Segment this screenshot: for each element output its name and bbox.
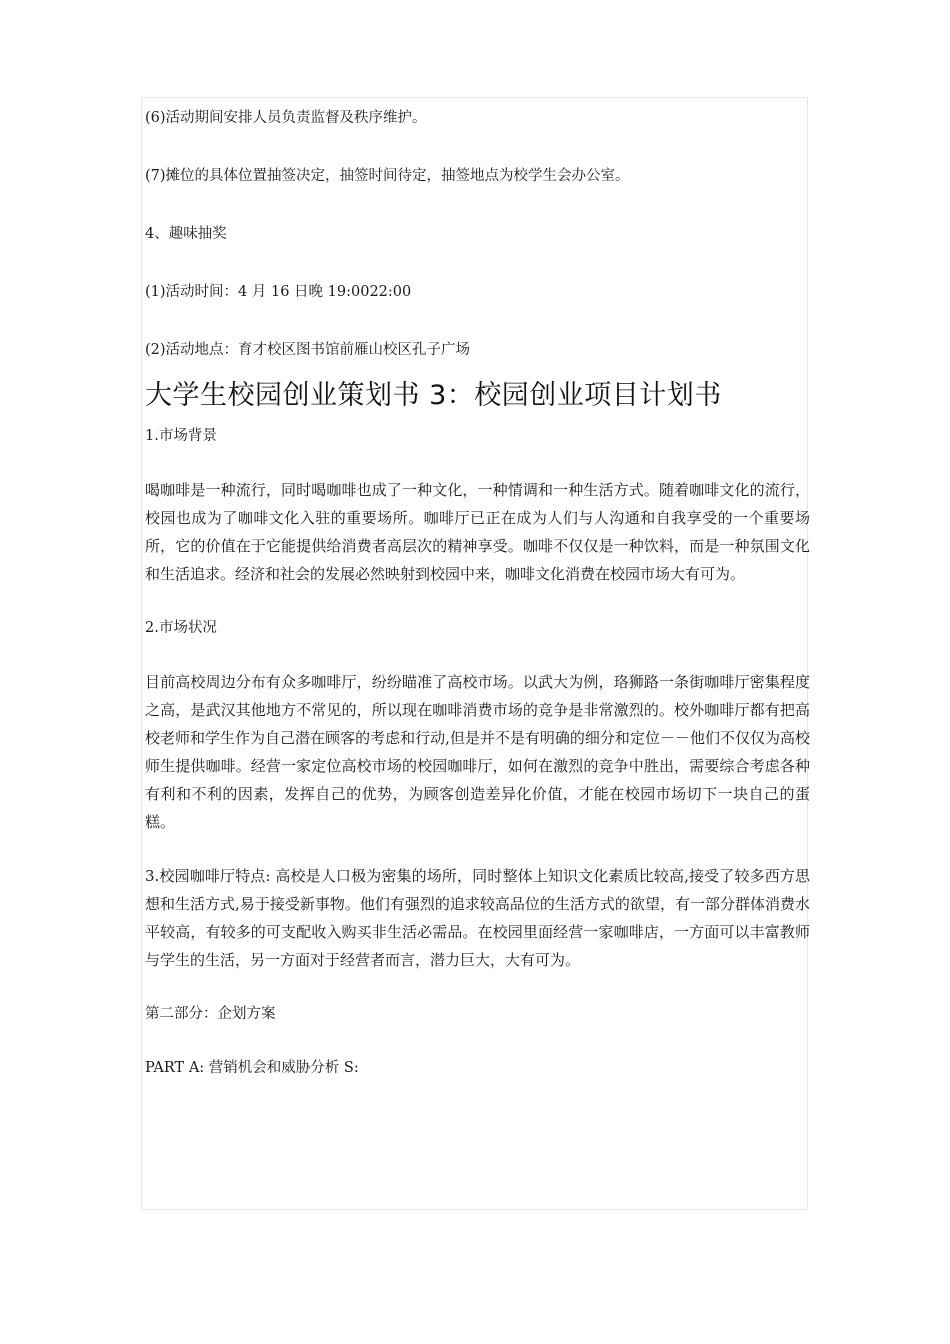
section-title: PART A: 营销机会和威胁分析 S: — [145, 1060, 359, 1076]
paragraph: 目前高校周边分布有众多咖啡厅，纷纷瞄准了高校市场。以武大为例，珞狮路一条街咖啡厅密集程度之高，是武汉其他地方不常见的，所以现在咖啡消费市场的竞争是非常激烈的。校外咖啡厅都有把高校老师和学生作为自己潜在顾客的考虑和行动,但是并不是有明确的细分和定位－－他们不仅仅为高校师生提供咖啡。经营一家定位高校市场的校园咖啡厅，如何在激烈的竞争中胜出，需要综合考虑各种有利和不利的因素，发挥自己的优势，为顾客创造差异化价值，才能在校园市场切下一块自己的蛋糕。 — [145, 673, 810, 831]
list-item: (7)摊位的具体位置抽签决定，抽签时间待定，抽签地点为校学生会办公室。 — [145, 168, 630, 184]
section-title: 1.市场背景 — [145, 428, 217, 444]
document-body — [145, 104, 810, 1082]
section-title: 2.市场状况 — [145, 620, 217, 636]
subsection-title: 4、趣味抽奖 — [145, 226, 227, 242]
paragraph: 3.校园咖啡厅特点: 高校是人口极为密集的场所，同时整体上知识文化素质比较高,接受了较多西方思想和生活方式,易于接受新事物。他们有强烈的追求较高品位的生活方式的欲望，有一部分群体消费水平较高，有较多的可支配收入购买非生活必需品。在校园里面经营一家咖啡店，一方面可以丰富教师与学生的生活，另一方面对于经营者而言，潜力巨大，大有可为。 — [145, 867, 810, 969]
list-item: (6)活动期间安排人员负责监督及秩序维护。 — [145, 110, 427, 126]
list-item: (1)活动时间：4 月 16 日晚 19:0022:00 — [145, 284, 412, 300]
paragraph: 喝咖啡是一种流行，同时喝咖啡也成了一种文化，一种情调和一种生活方式。随着咖啡文化的流行，校园也成为了咖啡文化入驻的重要场所。咖啡厅已正在成为人们与人沟通和自我享受的一个重要场所，它的价值在于它能提供给消费者高层次的精神享受。咖啡不仅仅是一种饮料，而是一种氛围文化和生活追求。经济和社会的发展必然映射到校园中来，咖啡文化消费在校园市场大有可为。 — [145, 481, 810, 583]
page-title: 大学生校园创业策划书 3：校园创业项目计划书 — [145, 380, 722, 411]
section-title: 第二部分：企划方案 — [145, 1006, 276, 1022]
list-item: (2)活动地点：育才校区图书馆前雁山校区孔子广场 — [145, 342, 471, 358]
